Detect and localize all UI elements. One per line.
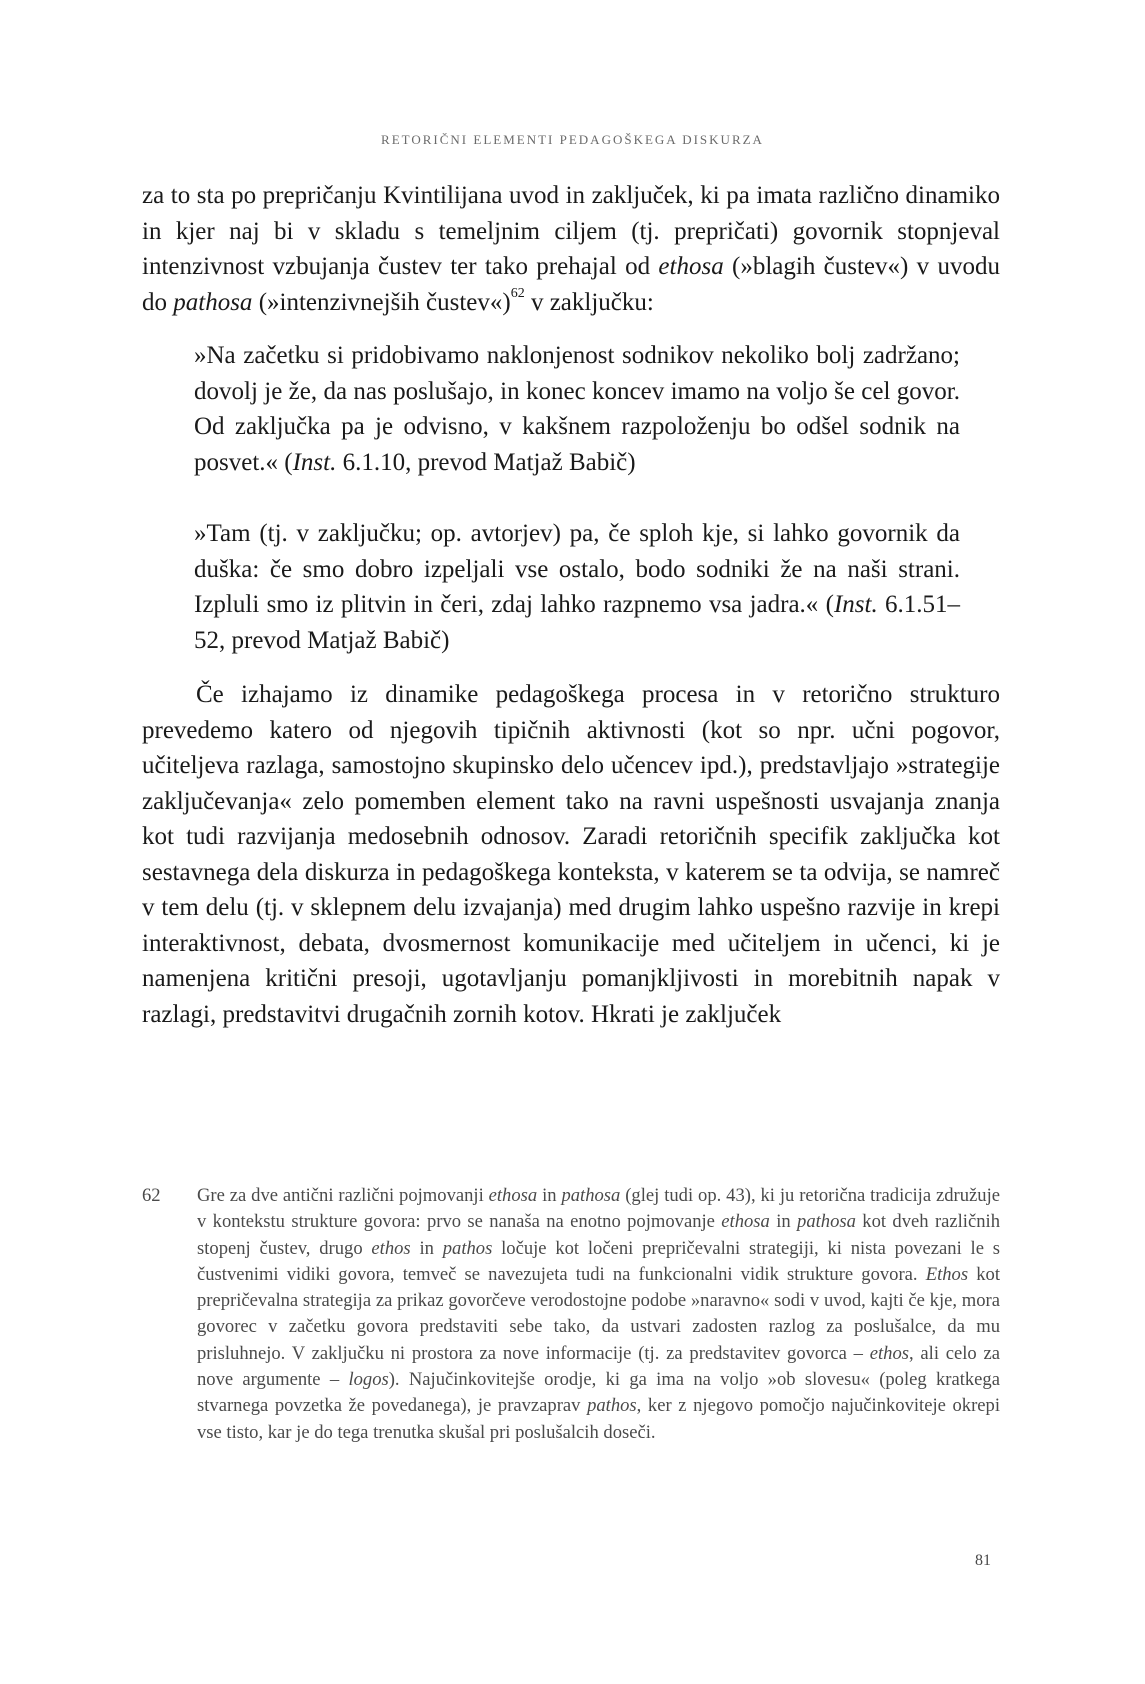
paragraph-1: za to sta po prepričanju Kvintilijana uvod in zaključek, ki pa imata različno dinamiko in kjer naj bi v skladu s temeljnim ciljem (tj. prepričati) govornik stopnjeval intenzivnost vzbujanja čustev ter tako prehajal od ethosa (»blagih čustev«) v uvodu do pathosa (»intenzivnejših čustev«)$^{62}$ v zaključku: bbox=[142, 182, 1000, 316]
term-pathosa: pathosa bbox=[173, 288, 253, 316]
footnote-text: Gre za dve antični različni pojmovanji ethosa in pathosa (glej tudi op. 43), ki ju retorična tradicija združuje v kontekstu strukture govora: prvo se nanaša na enotno pojmovanje ethosa in pathosa kot dveh različnih stopenj čustev, drugo ethos in pathos ločuje kot ločeni prepričevalni strategiji, ki nista povezani le s čustvenimi vidiki govora, temveč se navezujeta tudi na funkcionalni vidik strukture govora. Ethos kot prepričevalna strategija za prikaz govorčeve verodostojne podobe »naravno« sodi v uvod, kajti če kje, mora govorec v začetku govora predstaviti sebe tako, da ustvari zadosten razlog za poslušalce, da mu prisluhnejo. V zaključku ni prostora za nove informacije (tj. za predstavitev govorca – ethos, ali celo za nove argumente – logos). Najučinkovitejše orodje, ki ga ima na voljo »ob slovesu« (poleg kratkega stvarnega povzetka že povedanega), je pravzaprav pathos, ker z njegovo pomočjo najučinkoviteje okrepi vse tisto, kar je do tega trenutka skušal pri poslušalcih doseči. bbox=[197, 1185, 1001, 1443]
citation-inst: Inst. bbox=[292, 448, 337, 476]
footnote-number: 62 bbox=[142, 1185, 161, 1206]
block-quote-1: »Na začetku si pridobivamo naklonjenost sodnikov nekoliko bolj zadržano; dovolj je že, da nas poslušajo, in konec koncev imamo na voljo še cel govor. Od zaključka pa je odvisno, v kakšnem razpoloženju bo odšel sodnik na posvet.« (Inst. 6.1.10, prevod Matjaž Babič) bbox=[194, 342, 960, 476]
citation-inst: Inst. bbox=[833, 591, 878, 618]
page-number: 81 bbox=[975, 1552, 991, 1569]
footnote-reference[interactable]: 62 bbox=[510, 285, 525, 301]
main-text bbox=[142, 178, 1000, 1032]
term-ethosa: ethosa bbox=[658, 253, 724, 280]
block-quote-2: »Tam (tj. v zaključku; op. avtorjev) pa, če sploh kje, si lahko govornik da duška: če smo dobro izpeljali vse ostalo, bodo sodniki že na naši strani. Izpluli smo iz plitvin in čeri, zdaj lahko razpnemo vsa jadra.« (Inst. 6.1.51–52, prevod Matjaž Babič) bbox=[194, 520, 960, 654]
footnote-62 bbox=[142, 1183, 1000, 1446]
running-head: RETORIČNI ELEMENTI PEDAGOŠKEGA DISKURZA bbox=[381, 132, 764, 147]
paragraph-2: Če izhajamo iz dinamike pedagoškega procesa in v retorično strukturo prevedemo katero od njegovih tipičnih aktivnosti (kot so npr. učni pogovor, učiteljeva razlaga, samostojno skupinsko delo učencev ipd.), predstavljajo »strategije zaključevanja« zelo pomemben element tako na ravni uspešnosti usvajanja znanja kot tudi razvijanja medosebnih odnosov. Zaradi retoričnih specifik zaključka kot sestavnega dela diskurza in pedagoškega konteksta, v katerem se ta odvija, se namreč v tem delu (tj. v sklepnem delu izvajanja) med drugim lahko uspešno razvije in krepi interaktivnost, debata, dvosmernost komunikacije med učiteljem in učenci, ki je namenjena kritični presoji, ugotavljanju pomanjkljivosti in morebitnih napak v razlagi, predstavitvi drugačnih zornih kotov. Hkrati je zaključek bbox=[142, 681, 1000, 1028]
